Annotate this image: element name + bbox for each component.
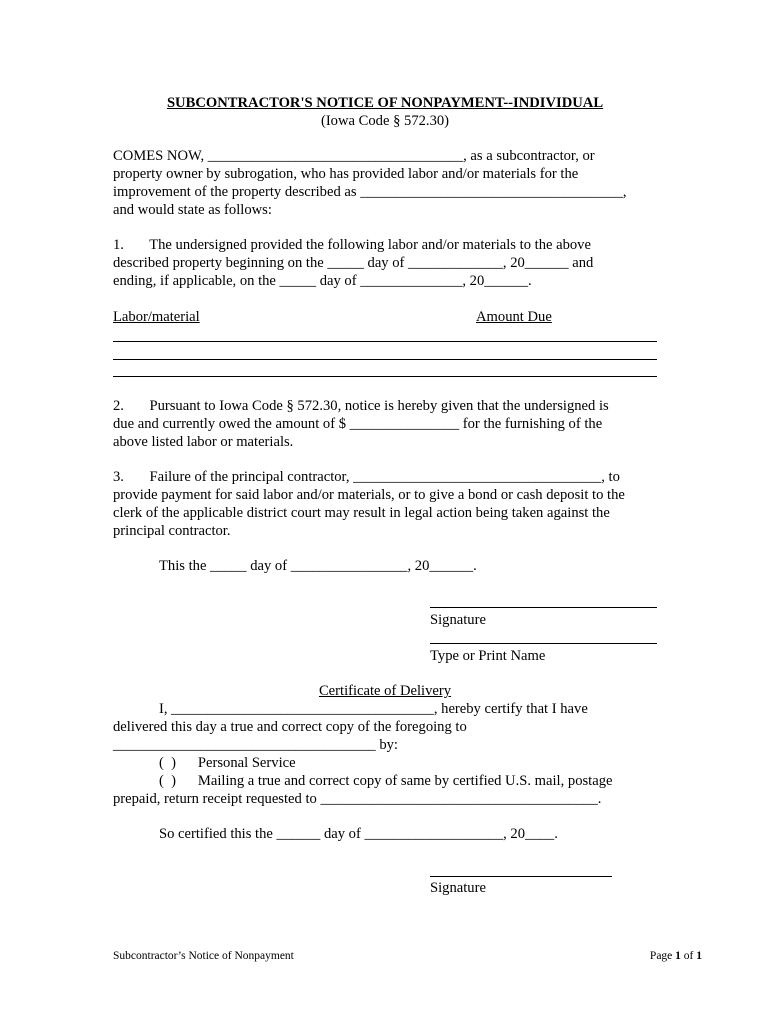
footer-title: Subcontractor’s Notice of Nonpayment: [113, 950, 294, 962]
cert-line-1: I, ____________________________________, hereby certify that I have: [159, 701, 588, 717]
signature-rule-1: [430, 607, 657, 608]
signature-label: Signature: [430, 612, 486, 628]
amount-due-header: Amount Due: [476, 309, 552, 325]
para3-line-3: clerk of the applicable district court may result in legal action being taken against the: [113, 505, 610, 521]
para1-line-3: ending, if applicable, on the _____ day of ______________, 20______.: [113, 273, 532, 289]
para3-line-2: provide payment for said labor and/or materials, or to give a bond or cash deposit to the: [113, 487, 625, 503]
cert-option-mailing: ( ) Mailing a true and correct copy of same by certified U.S. mail, postage: [159, 773, 613, 789]
labor-material-header: Labor/material: [113, 309, 200, 325]
cert-option-mailing-cont: prepaid, return receipt requested to ______________________________________.: [113, 791, 602, 807]
cert-option-personal-service: ( ) Personal Service: [159, 755, 296, 771]
certificate-heading: Certificate of Delivery: [318, 683, 452, 699]
print-name-label: Type or Print Name: [430, 648, 546, 664]
table-line-3: [113, 376, 657, 377]
para3-line-4: principal contractor.: [113, 523, 231, 539]
table-line-2: [113, 359, 657, 360]
cert-signature-label: Signature: [430, 880, 486, 896]
para1-line-2: described property beginning on the _____ day of _____________, 20______ and: [113, 255, 594, 271]
para2-line-1: 2. Pursuant to Iowa Code § 572.30, notice is hereby given that the undersigned is: [113, 398, 609, 414]
dated-line: This the _____ day of ________________, 20______.: [159, 558, 477, 574]
para3-line-1: 3. Failure of the principal contractor, __________________________________, to: [113, 469, 620, 485]
table-line-1: [113, 341, 657, 342]
document-title: SUBCONTRACTOR'S NOTICE OF NONPAYMENT--INDIVIDUAL: [166, 95, 604, 111]
cert-signature-rule: [430, 876, 612, 877]
para2-line-3: above listed labor or materials.: [113, 434, 294, 450]
intro-line-1: COMES NOW, ___________________________________, as a subcontractor, or: [113, 148, 595, 164]
para2-line-2: due and currently owed the amount of $ _______________ for the furnishing of the: [113, 416, 603, 432]
para1-line-1: 1. The undersigned provided the following labor and/or materials to the above: [113, 237, 591, 253]
footer-page-number: Page 1 of 1: [649, 950, 702, 962]
intro-line-3: improvement of the property described as ____________________________________,: [113, 184, 627, 200]
cert-line-2: delivered this day a true and correct copy of the foregoing to: [113, 719, 467, 735]
signature-rule-2: [430, 643, 657, 644]
intro-line-4: and would state as follows:: [113, 202, 272, 218]
cert-line-3: ____________________________________ by:: [113, 737, 398, 753]
intro-line-2: property owner by subrogation, who has provided labor and/or materials for the: [113, 166, 579, 182]
document-subtitle: (Iowa Code § 572.30): [320, 113, 450, 129]
certified-date-line: So certified this the ______ day of ___________________, 20____.: [159, 826, 558, 842]
